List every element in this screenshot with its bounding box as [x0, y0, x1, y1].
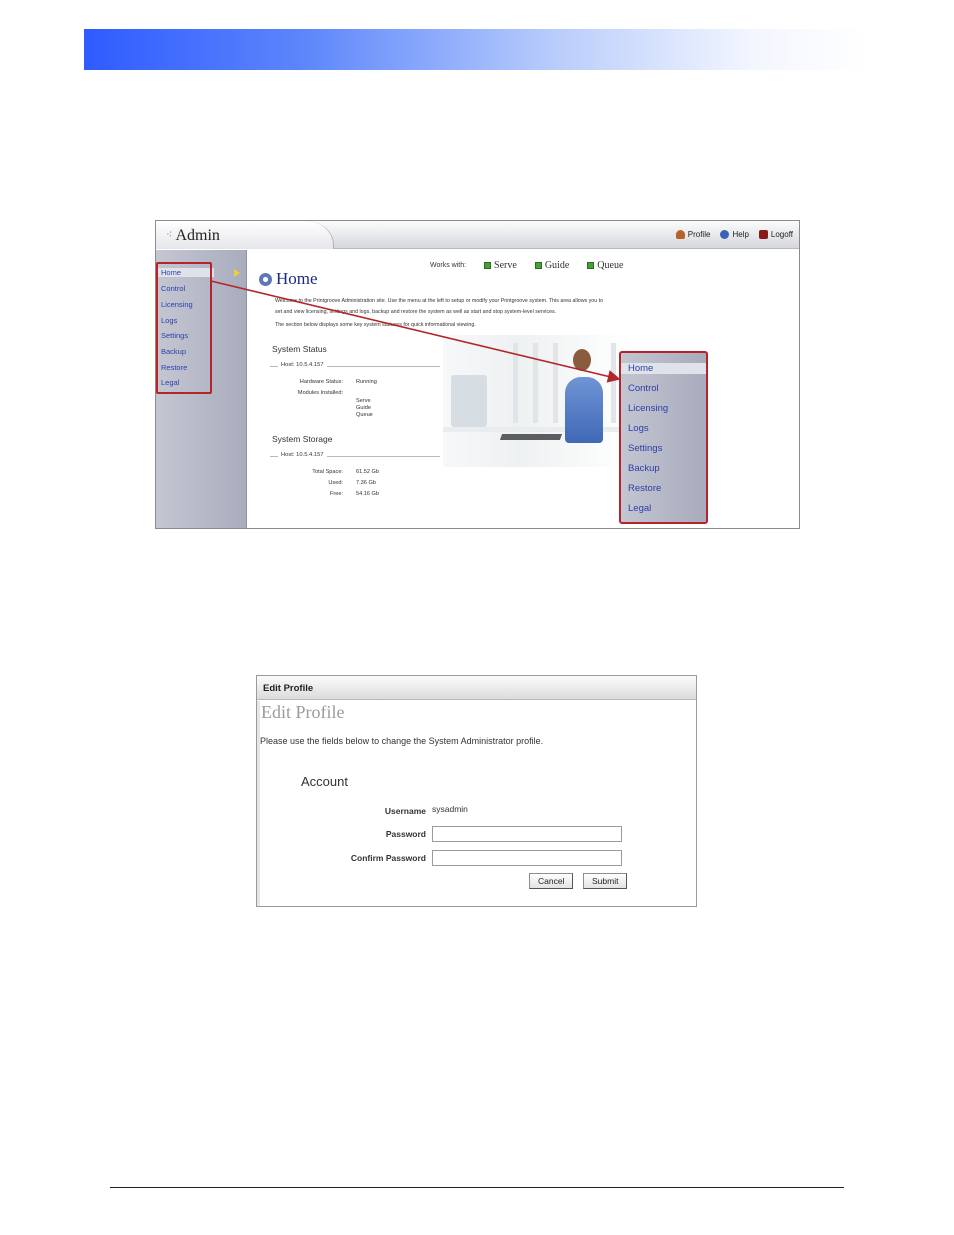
total-space-label: Total Space: [312, 469, 343, 475]
password-label: Password [385, 829, 426, 839]
zoom-item-control[interactable]: Control [628, 383, 659, 394]
zoom-item-home[interactable]: Home [621, 363, 706, 374]
edit-profile-heading: Edit Profile [261, 702, 345, 722]
sidebar-item-home[interactable]: Home [156, 268, 214, 277]
status-host: Host: 10.5.4.157 [278, 362, 327, 368]
header-band [84, 29, 871, 70]
profile-link-label: Profile [687, 230, 711, 239]
total-space-value: 61.52 Gb [356, 469, 380, 475]
zoom-item-backup[interactable]: Backup [628, 463, 660, 474]
username-label: Username [384, 806, 426, 816]
product-queue-label: Queue [597, 260, 624, 271]
intro-line-2: set and view licensing, settings and logs, backup and restore the system as well as start and stop system-level services. [275, 309, 557, 315]
edit-profile-title-bar: Edit Profile [257, 676, 696, 700]
help-link-label: Help [732, 230, 749, 239]
modules-installed-label: Modules Installed: [297, 390, 343, 396]
free-space-label: Free: [329, 491, 343, 497]
admin-home-screenshot [155, 220, 800, 529]
module-guide: Guide [356, 405, 371, 411]
sidebar-item-licensing[interactable]: Licensing [161, 300, 193, 309]
sidebar-item-logs[interactable]: Logs [161, 316, 178, 325]
sidebar-item-control[interactable]: Control [161, 284, 186, 293]
works-with-label: Works with: [430, 262, 467, 269]
zoom-item-logs[interactable]: Logs [628, 423, 649, 434]
system-storage-heading: System Storage [272, 434, 333, 444]
sidebar-item-legal[interactable]: Legal [161, 378, 180, 387]
used-space-label: Used: [328, 480, 343, 486]
intro-line-3: The section below displays some key system statuses for quick informational viewing. [275, 322, 476, 328]
zoom-item-legal[interactable]: Legal [628, 503, 652, 514]
sidebar-zoom-callout [619, 351, 708, 524]
sidebar-item-backup[interactable]: Backup [161, 347, 187, 356]
used-space-value: 7.36 Gb [356, 480, 376, 486]
brand-text: Admin [175, 227, 220, 244]
account-section-heading: Account [301, 774, 348, 789]
page-title-text: Home [276, 269, 318, 288]
left-shadow [257, 701, 260, 906]
intro-line-1: Welcome to the Printgroove Administration site. Use the menu at the left to setup or modify your Printgroove system. This area allows you to [275, 298, 604, 304]
logoff-link-label: Logoff [770, 230, 793, 239]
hardware-status-value: Running [356, 379, 377, 385]
free-space-value: 54.16 Gb [356, 491, 380, 497]
hardware-status-label: Hardware Status: [299, 379, 343, 385]
system-status-heading: System Status [272, 344, 327, 354]
footer-rule [110, 1187, 844, 1188]
brand-dots-icon: ⁖ [166, 229, 173, 241]
zoom-item-licensing[interactable]: Licensing [628, 403, 669, 414]
password-field[interactable] [432, 826, 622, 842]
zoom-item-restore[interactable]: Restore [628, 483, 662, 494]
edit-profile-description: Please use the fields below to change the System Administrator profile. [260, 736, 544, 746]
submit-button[interactable]: Submit [583, 873, 627, 889]
confirm-password-label: Confirm Password [350, 853, 426, 863]
module-queue: Queue [356, 412, 373, 418]
username-value: sysadmin [432, 804, 468, 814]
zoom-item-settings[interactable]: Settings [628, 443, 663, 454]
product-serve-label: Serve [494, 260, 517, 271]
storage-host: Host: 10.5.4.157 [278, 452, 327, 458]
sidebar-item-settings[interactable]: Settings [161, 331, 189, 340]
edit-profile-screenshot [256, 675, 697, 907]
sidebar-item-restore[interactable]: Restore [161, 363, 188, 372]
confirm-password-field[interactable] [432, 850, 622, 866]
module-serve: Serve [356, 398, 371, 404]
product-guide-label: Guide [544, 260, 570, 271]
cancel-button[interactable]: Cancel [529, 873, 573, 889]
